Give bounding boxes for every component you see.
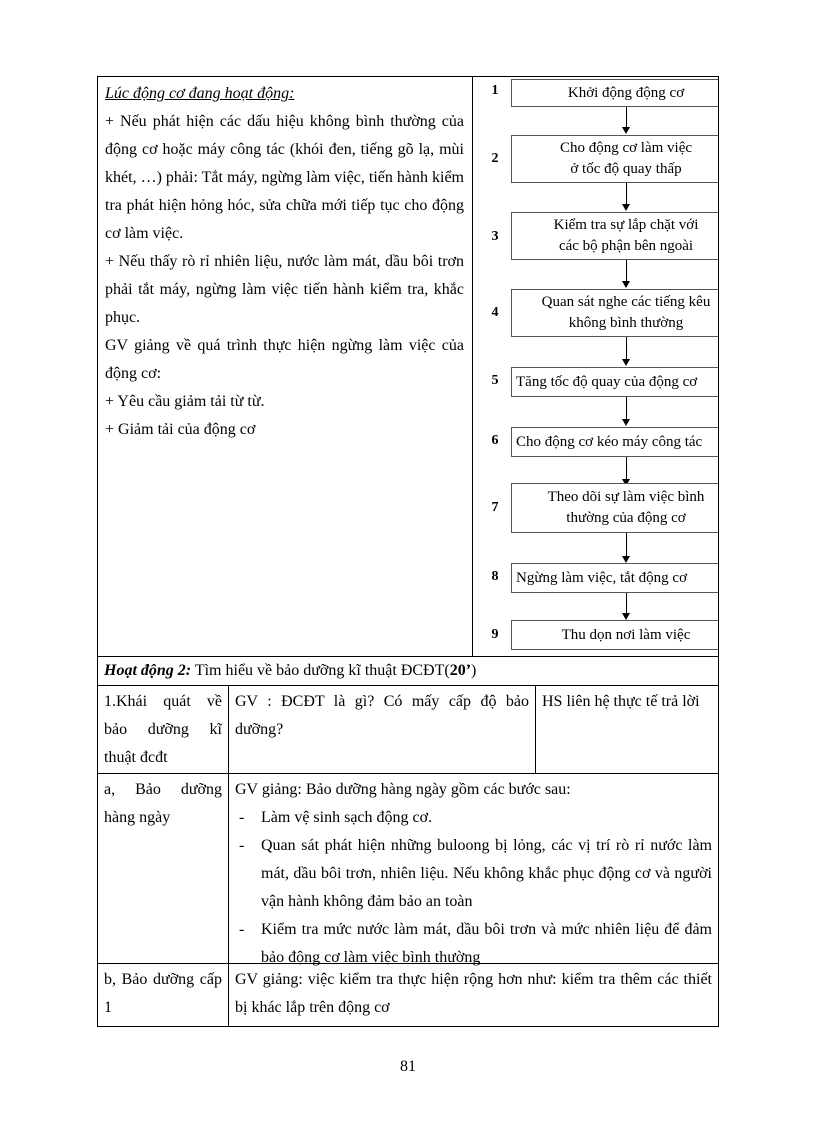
flow-arrow	[626, 183, 627, 204]
bullet-dash: -	[239, 809, 245, 826]
row-student-content: HS liên hệ thực tế trả lời	[542, 693, 700, 710]
flow-step-box	[511, 620, 718, 650]
step-label: Quan sát nghe các tiếng kêu	[541, 294, 711, 310]
step-number: 8	[491, 569, 499, 584]
paragraph-leak: + Nếu thấy rò rỉ nhiên liệu, nước làm mát, dầu bôi trơn phải tắt máy, ngừng làm việc tiến hành kiểm tra, khắc phục.	[105, 253, 464, 326]
step-label: ở tốc độ quay thấp	[570, 161, 682, 177]
arrow-head-icon	[622, 419, 630, 426]
flow-arrow	[626, 107, 627, 127]
list-item	[235, 804, 712, 832]
activity-label: Hoạt động 2:	[104, 662, 192, 679]
flow-step-box	[511, 427, 718, 457]
flow-arrow	[626, 337, 627, 359]
flow-step-box	[511, 367, 718, 397]
step-label: Theo dõi sự làm việc bình	[547, 489, 705, 505]
bullet-dash: -	[239, 921, 245, 938]
arrow-head-icon	[622, 556, 630, 563]
step-label: Khởi động động cơ	[567, 84, 685, 101]
step-label: Kiểm tra sự lắp chặt với	[553, 217, 699, 233]
operating-heading: Lúc động cơ đang hoạt động:	[105, 85, 295, 102]
paragraph-reduce-load: + Yêu cầu giảm tải từ từ.	[105, 393, 265, 410]
bullet-text: Kiểm tra mức nước làm mát, dầu bôi trơn và mức nhiên liệu để đảm bảo động cơ làm việc bình thường	[261, 921, 712, 966]
paragraph-stop-process: GV giảng về quá trình thực hiện ngừng làm việc của động cơ:	[105, 337, 464, 382]
paragraph-engine-load: + Giảm tải của động cơ	[105, 421, 256, 438]
activity-time: 20’	[449, 662, 472, 679]
row-topic: a, Bảo dưỡng hàng ngày	[104, 781, 222, 826]
activity-title: Tìm hiểu về bảo dưỡng kĩ thuật ĐCĐT(	[191, 662, 450, 679]
bullet-text: Làm vệ sinh sạch động cơ.	[261, 809, 433, 826]
step-label: Cho động cơ làm việc	[559, 140, 693, 156]
top-left-cell	[98, 77, 473, 656]
row-teacher-content	[229, 774, 718, 974]
row-teacher-content: GV giảng: việc kiểm tra thực hiện rộng hơn như: kiểm tra thêm các thiết bị khác lắp trên động cơ	[235, 971, 712, 1016]
activity-close: )	[471, 662, 477, 679]
bullet-text: Quan sát phát hiện những buloong bị lỏng, các vị trí rò rỉ nước làm mát, dầu bôi trơn, nhiên liệu. Nếu không khắc phục động cơ và người vận hành không đảm bảo an toàn	[261, 837, 712, 910]
arrow-head-icon	[622, 359, 630, 366]
step-number: 5	[491, 373, 499, 388]
flow-arrow	[626, 397, 627, 419]
flow-step-box	[511, 563, 718, 593]
flow-step-box	[511, 289, 718, 337]
table-row	[98, 773, 718, 966]
step-number: 7	[491, 500, 499, 515]
daily-maintenance-intro: GV giảng: Bảo dưỡng hàng ngày gồm các bước sau:	[235, 781, 571, 798]
flow-step-box	[511, 212, 718, 260]
step-label: Thu dọn nơi làm việc	[561, 626, 691, 643]
step-number: 1	[491, 83, 499, 98]
step-number: 6	[491, 433, 499, 448]
flow-arrow	[626, 533, 627, 556]
flowchart	[473, 77, 718, 656]
flow-arrow	[626, 593, 627, 613]
step-number: 9	[491, 627, 499, 642]
step-number: 2	[491, 151, 499, 166]
step-label: Ngừng làm việc, tắt động cơ	[516, 569, 688, 586]
bottom-table	[97, 656, 719, 1027]
page-number: 81	[400, 1058, 416, 1075]
flow-step-box	[511, 135, 718, 183]
arrow-head-icon	[622, 204, 630, 211]
arrow-head-icon	[622, 613, 630, 620]
table-row	[98, 685, 718, 773]
step-number: 4	[491, 305, 499, 320]
paragraph-abnormal-signs: + Nếu phát hiện các dấu hiệu không bình thường của động cơ hoặc máy công tác (khói đen, tiếng gõ lạ, mùi khét, …) phải: Tắt máy, ngừng làm việc, tiến hành kiểm tra phát hiện hỏng hóc, sửa chữa mới tiếp tục cho động cơ làm việc.	[105, 113, 464, 242]
step-label: không bình thường	[568, 315, 684, 331]
row-topic: 1.Khái quát về bảo dưỡng kĩ thuật đcđt	[104, 693, 222, 766]
table-row	[98, 963, 718, 1026]
step-number: 3	[491, 229, 499, 244]
top-table	[97, 76, 719, 657]
flow-step-box	[511, 79, 718, 107]
activity-header-row	[98, 656, 718, 685]
arrow-head-icon	[622, 127, 630, 134]
step-label: Cho động cơ kéo máy công tác	[516, 433, 703, 450]
bullet-dash: -	[239, 837, 245, 854]
activity-header	[98, 657, 718, 687]
list-item	[235, 832, 712, 916]
flow-arrow	[626, 260, 627, 281]
step-label: thường của động cơ	[566, 510, 686, 526]
arrow-head-icon	[622, 281, 630, 288]
step-label: các bộ phận bên ngoài	[558, 238, 694, 254]
flow-step-box	[511, 483, 718, 533]
row-teacher-content: GV : ĐCĐT là gì? Có mấy cấp độ bảo dưỡng?	[235, 693, 529, 738]
row-topic: b, Bảo dưỡng cấp 1	[104, 971, 222, 1016]
step-label: Tăng tốc độ quay của động cơ	[516, 373, 698, 390]
flow-arrow	[626, 457, 627, 479]
